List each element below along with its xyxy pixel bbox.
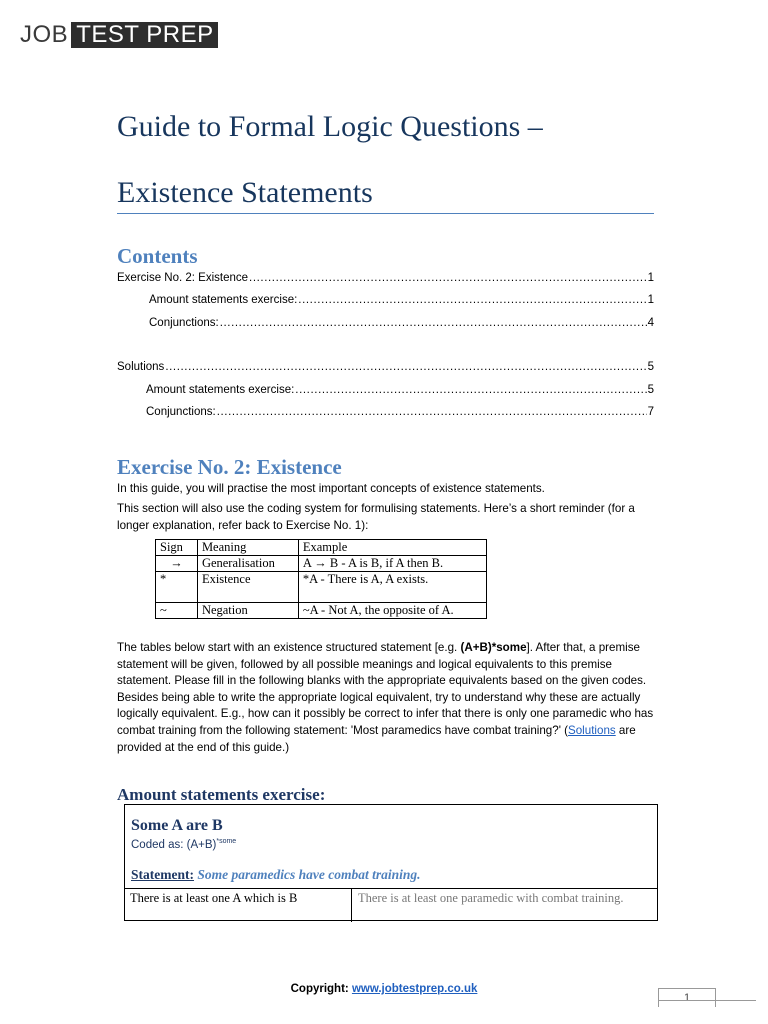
toc-entry-page: 4 (647, 317, 654, 329)
toc-entry-label: Solutions (117, 361, 165, 373)
header-meaning: Meaning (197, 540, 298, 556)
toc-entry[interactable] (146, 382, 654, 398)
toc-entry-label: Conjunctions: (149, 317, 219, 329)
toc-entry-label: Amount statements exercise: (149, 294, 298, 306)
statement-line (131, 867, 421, 883)
instructions-code: (A+B)*some (460, 641, 527, 654)
header-sign: Sign (156, 540, 198, 556)
header-example: Example (298, 540, 486, 556)
meaning-cell: Existence (197, 572, 298, 603)
toc-entry[interactable] (149, 292, 654, 308)
toc-entry[interactable] (117, 359, 654, 375)
logo-testprep-text: TEST PREP (71, 22, 217, 48)
coded-as (131, 838, 236, 851)
meaning-cell: There is at least one A which is B (124, 889, 352, 922)
jobtestprep-logo (20, 22, 218, 48)
instructions-text-3: are provided at the end of this guide.) (117, 723, 636, 754)
toc-entry-page: 7 (647, 406, 654, 418)
statement-label: Statement: (131, 867, 194, 882)
exercise-box-title: Some A are B (131, 817, 223, 834)
instructions-paragraph (117, 640, 657, 756)
exercise-intro-1: In this guide, you will practise the most important concepts of existence statements. (117, 482, 545, 495)
instructions-text-1: The tables below start with an existence structured statement [e.g. (117, 641, 461, 654)
sign-table-header-row (156, 540, 487, 556)
toc-dots (217, 404, 647, 420)
solutions-link[interactable]: Solutions (568, 723, 616, 737)
toc-entry-page: 1 (647, 294, 654, 306)
instructions-text-2: ]. After that, a premise statement will be given, followed by all possible meanings and logical equivalents to this premise statement. Please fill in the following blanks with the appropriate equivalents based on the given codes. Besides being able to write the appropriate logical equivalent, try to understand why these are actually logically equivalent. E.g., how can it possibly be correct to infer that there is only one paramedic who has combat training from the following statement: 'Most paramedics have combat training?' ( (117, 641, 654, 737)
toc-dots (249, 270, 647, 286)
amount-statements-heading: Amount statements exercise: (117, 785, 326, 804)
exercise-heading: Exercise No. 2: Existence (117, 455, 342, 479)
table-row (156, 603, 487, 619)
coded-as-label: Coded as: (A+B) (131, 838, 217, 851)
toc-entry[interactable] (149, 315, 654, 331)
table-row (124, 888, 658, 922)
toc-entry-page: 5 (647, 384, 654, 396)
table-row (156, 572, 487, 603)
toc-entry-page: 5 (647, 361, 654, 373)
toc-dots (165, 359, 646, 375)
title-underline (117, 213, 654, 214)
table-row (156, 556, 487, 572)
toc-dots (298, 292, 646, 308)
page-number: 1 (658, 988, 716, 1007)
coded-as-superscript: *some (216, 838, 237, 845)
copyright-label: Copyright: (290, 983, 352, 995)
logo-job-text: JOB (20, 21, 69, 48)
answer-field[interactable]: There is at least one paramedic with combat training. (358, 891, 624, 905)
statement-value: Some paramedics have combat training. (197, 867, 421, 882)
document-title-line1: Guide to Formal Logic Questions – (117, 110, 543, 143)
sign-cell: → (156, 556, 198, 572)
sign-cell: * (156, 572, 198, 603)
page-number-rule (658, 1000, 756, 1001)
document-title-line2: Existence Statements (117, 176, 373, 209)
exercise-intro-2: This section will also use the coding system for formulising statements. Here’s a short reminder (for a longer explanation, refer back to Exercise No. 1): (117, 502, 635, 532)
footer-copyright (0, 983, 768, 995)
toc-entry-label: Conjunctions: (146, 406, 216, 418)
toc-dots (220, 315, 647, 331)
footer-link[interactable]: www.jobtestprep.co.uk (351, 983, 478, 995)
meaning-cell: Negation (197, 603, 298, 619)
toc-entry-page: 1 (647, 272, 654, 284)
sign-cell: ~ (156, 603, 198, 619)
toc-entry-label: Amount statements exercise: (146, 384, 295, 396)
toc-dots (295, 382, 646, 398)
toc-entry[interactable] (117, 270, 654, 286)
toc-entry-label: Exercise No. 2: Existence (117, 272, 249, 284)
example-cell: ~A - Not A, the opposite of A. (298, 603, 486, 619)
example-cell: *A - There is A, A exists. (298, 572, 486, 603)
toc-entry[interactable] (146, 404, 654, 420)
contents-heading: Contents (117, 244, 198, 268)
exercise-box (124, 804, 658, 921)
sign-table (155, 539, 487, 619)
example-cell: A → B - A is B, if A then B. (298, 556, 486, 572)
meaning-cell: Generalisation (197, 556, 298, 572)
